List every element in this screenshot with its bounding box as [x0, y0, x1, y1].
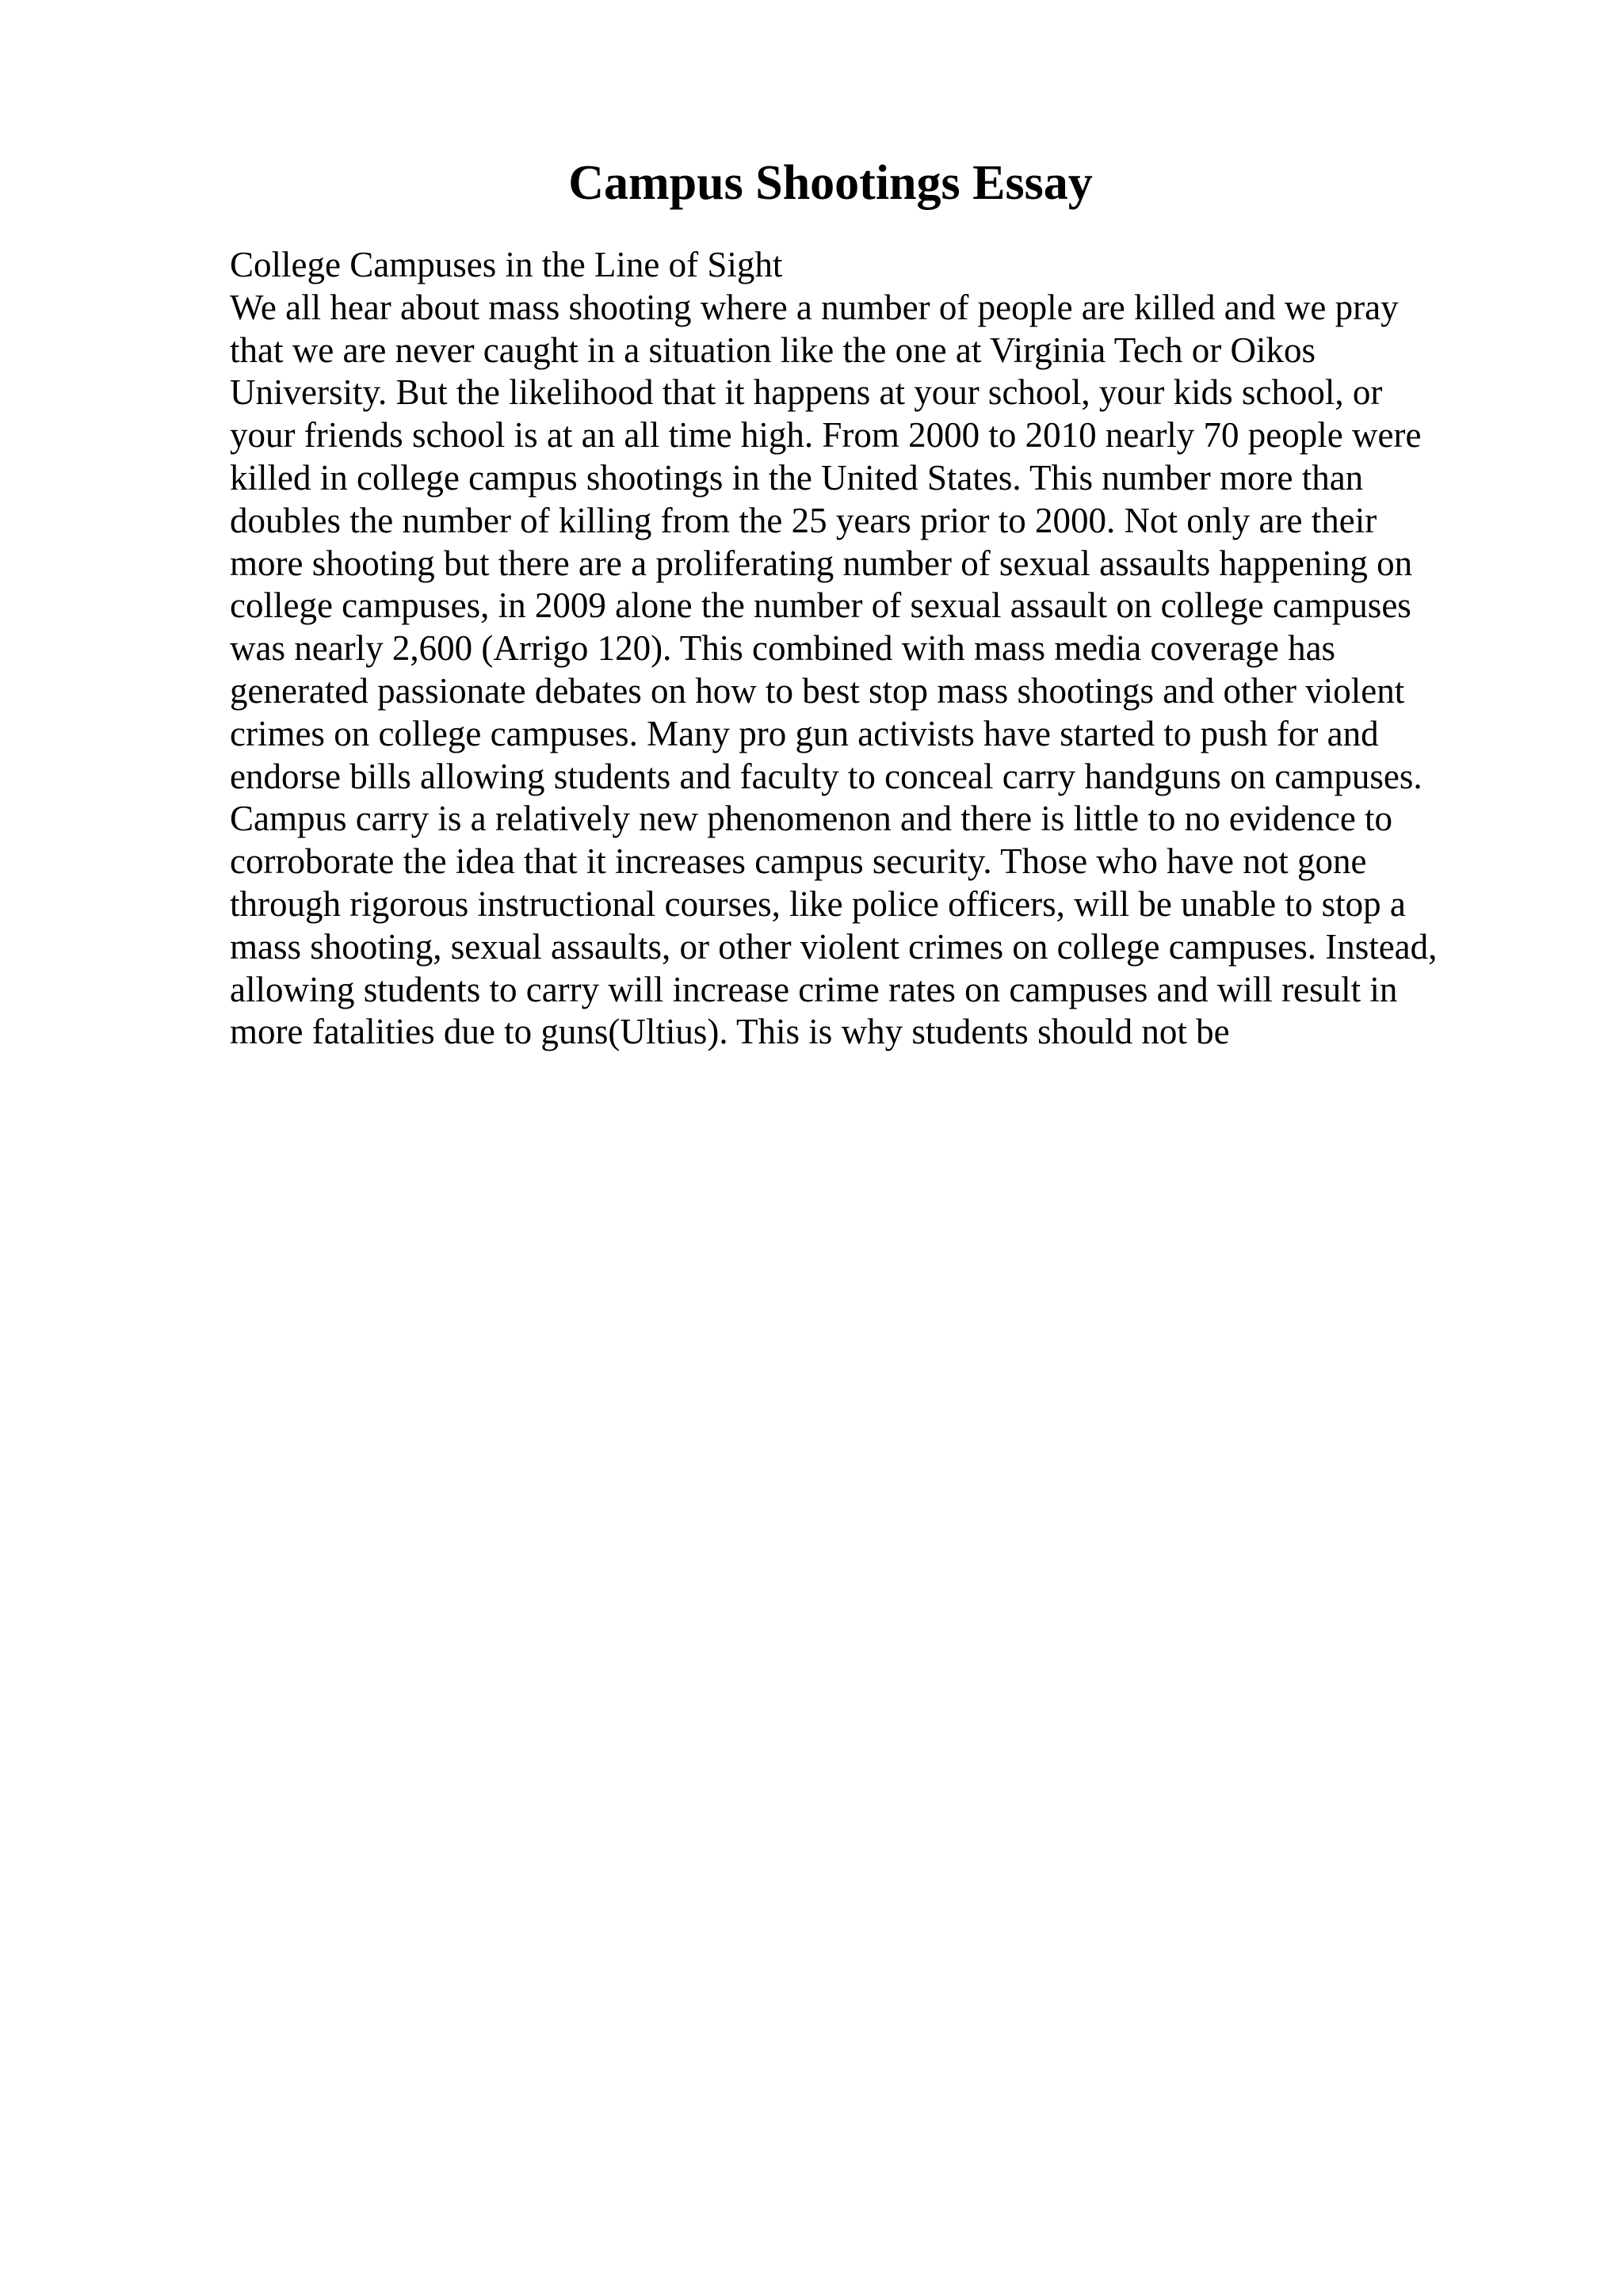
body-line: more fatalities due to guns(Ultius). This is why students should not be — [230, 1012, 1230, 1052]
document-content — [230, 244, 1474, 1054]
body-line: mass shooting, sexual assaults, or other violent crimes on college campuses. Instead, — [230, 926, 1438, 967]
essay-subtitle: College Campuses in the Line of Sight — [230, 245, 783, 284]
body-line: allowing students to carry will increase crime rates on campuses and will result in — [230, 969, 1398, 1009]
body-line: University. But the likelihood that it happens at your school, your kids school, or — [230, 372, 1383, 413]
document-title: Campus Shootings Essay — [568, 156, 1093, 210]
body-line: was nearly 2,600 (Arrigo 120). This combined with mass media coverage has — [230, 628, 1336, 669]
body-line: through rigorous instructional courses, like police officers, will be unable to stop a — [230, 883, 1406, 924]
body-line: more shooting but there are a proliferating number of sexual assaults happening on — [230, 543, 1413, 583]
body-line: Campus carry is a relatively new phenomenon and there is little to no evidence to — [230, 799, 1393, 839]
body-line: crimes on college campuses. Many pro gun activists have started to push for and — [230, 713, 1379, 753]
body-line: doubles the number of killing from the 25 years prior to 2000. Not only are their — [230, 500, 1377, 540]
body-line: that we are never caught in a situation like the one at Virginia Tech or Oikos — [230, 330, 1316, 370]
body-line: generated passionate debates on how to best stop mass shootings and other violent — [230, 670, 1405, 711]
body-line: corroborate the idea that it increases campus security. Those who have not gone — [230, 841, 1367, 882]
body-line: college campuses, in 2009 alone the number of sexual assault on college campuses — [230, 585, 1411, 626]
body-line: endorse bills allowing students and faculty to conceal carry handguns on campuses. — [230, 756, 1423, 796]
body-line: your friends school is at an all time high. From 2000 to 2010 nearly 70 people were — [230, 415, 1422, 456]
body-line: killed in college campus shootings in the United States. This number more than — [230, 457, 1364, 498]
essay-body — [230, 287, 1474, 1054]
body-line: We all hear about mass shooting where a number of people are killed and we pray — [230, 287, 1399, 327]
